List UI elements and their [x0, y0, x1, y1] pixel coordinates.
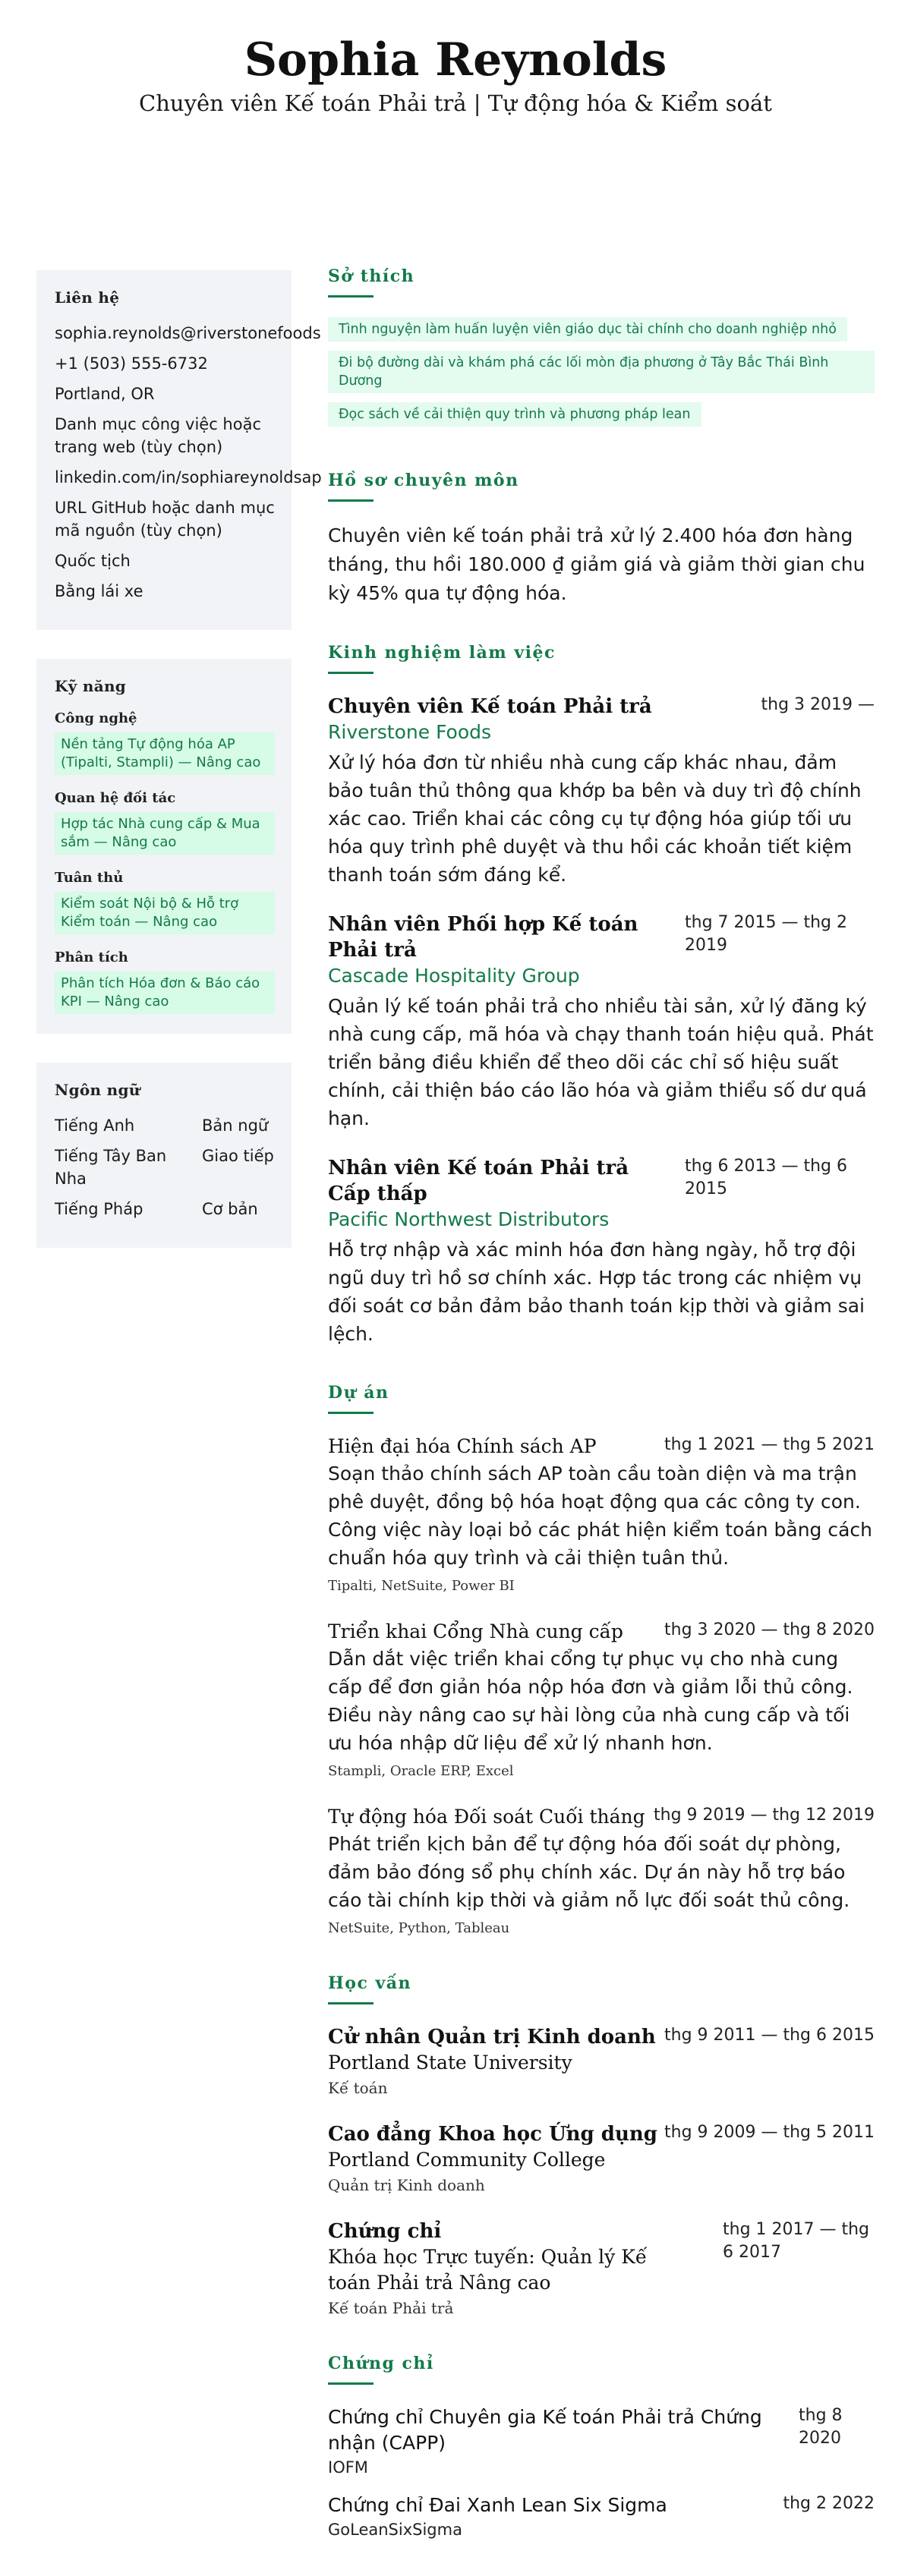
- contact-location: Portland, OR: [55, 385, 155, 403]
- language-level: Giao tiếp: [202, 1147, 274, 1165]
- profile-title: Hồ sơ chuyên môn: [328, 471, 519, 490]
- contact-email[interactable]: sophia.reynolds@riverstonefoods: [55, 324, 321, 342]
- certification-entry: [328, 2493, 875, 2541]
- contact-phone[interactable]: +1 (503) 555-6732: [55, 354, 208, 373]
- section-divider: [328, 499, 374, 502]
- skill-chip: Hợp tác Nhà cung cấp & Mua sắm — Nâng cao: [55, 812, 275, 855]
- projects-title: Dự án: [328, 1383, 389, 1403]
- project-title: Tự động hóa Đối soát Cuối tháng: [328, 1806, 645, 1828]
- interests-section: [328, 266, 875, 436]
- certification-date: thg 8 2020: [799, 2406, 843, 2448]
- candidate-name: Sophia Reynolds: [244, 33, 667, 87]
- certification-entry: [328, 2404, 875, 2479]
- project-description: Dẫn dắt việc triển khai cổng tự phục vụ cho nhà cung cấp để đơn giản hóa nộp hóa đơn và giảm lỗi thủ công. Điều này nâng cao sự hài lòng của nhà cung cấp và tối ưu hóa nhập dữ liệu để xử lý nhanh hơn.: [328, 1648, 853, 1754]
- profile-summary: Chuyên viên kế toán phải trả xử lý 2.400 hóa đơn hàng tháng, thu hồi 180.000 ₫ giảm giá và giảm thời gian chu kỳ 45% qua tự động hóa.: [328, 524, 865, 604]
- education-entry: [328, 2024, 875, 2099]
- school-name: Portland Community College: [328, 2149, 606, 2171]
- language-name: Tiếng Tây Ban Nha: [55, 1147, 167, 1188]
- job-company: Cascade Hospitality Group: [328, 965, 580, 987]
- certification-issuer: IOFM: [328, 2458, 368, 2477]
- skills-card: [36, 659, 292, 1034]
- skill-category: Quan hệ đối tác: [55, 790, 176, 806]
- degree-title: Cử nhân Quản trị Kinh doanh: [328, 2026, 656, 2049]
- job-company: Pacific Northwest Distributors: [328, 1208, 610, 1230]
- language-name: Tiếng Pháp: [55, 1200, 143, 1218]
- interest-chip: Đọc sách về cải thiện quy trình và phương pháp lean: [328, 402, 701, 427]
- profile-section: [328, 471, 875, 608]
- contact-nationality: Quốc tịch: [55, 552, 131, 570]
- skill-group: [55, 790, 275, 855]
- contact-title: Liên hệ: [55, 288, 120, 307]
- certification-title: Chứng chỉ Đai Xanh Lean Six Sigma: [328, 2494, 667, 2516]
- project-description: Soạn thảo chính sách AP toàn cầu toàn diện và ma trận phê duyệt, đồng bộ hóa hoạt động qua các công ty con. Công việc này loại bỏ các phát hiện kiểm toán bằng cách chuẩn hóa quy trình và cải thiện tuân thủ.: [328, 1463, 873, 1569]
- language-row: [55, 1198, 275, 1220]
- project-title: Hiện đại hóa Chính sách AP: [328, 1435, 597, 1457]
- skill-group: [55, 870, 275, 934]
- contact-github: URL GitHub hoặc danh mục mã nguồn (tùy chọn): [55, 499, 275, 540]
- experience-entry: [328, 694, 875, 889]
- project-date: thg 1 2021 — thg 5 2021: [664, 1435, 875, 1454]
- project-entry: [328, 1434, 875, 1596]
- experience-title: Kinh nghiệm làm việc: [328, 643, 556, 663]
- languages-title: Ngôn ngữ: [55, 1081, 140, 1099]
- main-content: [328, 266, 875, 2576]
- projects-section: [328, 1383, 875, 1938]
- contact-portfolio: Danh mục công việc hoặc trang web (tùy chọn): [55, 415, 262, 456]
- job-date: thg 6 2013 — thg 6 2015: [685, 1157, 848, 1198]
- certification-issuer: GoLeanSixSigma: [328, 2521, 462, 2539]
- school-name: Khóa học Trực tuyến: Quản lý Kế toán Phải trả Nâng cao: [328, 2246, 648, 2294]
- job-company: Riverstone Foods: [328, 721, 492, 743]
- job-date: thg 3 2019 —: [761, 695, 875, 714]
- skill-category: Phân tích: [55, 949, 128, 965]
- experience-section: [328, 643, 875, 1348]
- interest-chip: Đi bộ đường dài và khám phá các lối mòn địa phương ở Tây Bắc Thái Bình Dương: [328, 351, 875, 393]
- education-date: thg 1 2017 — thg 6 2017: [723, 2220, 870, 2262]
- language-name: Tiếng Anh: [55, 1116, 135, 1135]
- skills-title: Kỹ năng: [55, 677, 127, 695]
- language-row: [55, 1114, 275, 1137]
- degree-title: Cao đẳng Khoa học Ứng dụng: [328, 2123, 657, 2146]
- job-title: Nhân viên Kế toán Phải trả Cấp thấp: [328, 1157, 629, 1205]
- experience-entry: [328, 912, 875, 1132]
- job-title: Nhân viên Phối hợp Kế toán Phải trả: [328, 913, 638, 962]
- skill-group: [55, 710, 275, 775]
- skill-chip: Phân tích Hóa đơn & Báo cáo KPI — Nâng cao: [55, 972, 275, 1014]
- certifications-title: Chứng chỉ: [328, 2354, 434, 2373]
- study-field: Quản trị Kinh doanh: [328, 2176, 485, 2194]
- language-level: Bản ngữ: [202, 1116, 269, 1135]
- project-date: thg 3 2020 — thg 8 2020: [664, 1620, 875, 1639]
- interests-title: Sở thích: [328, 266, 415, 286]
- section-divider: [328, 1412, 374, 1414]
- language-level: Cơ bản: [202, 1200, 258, 1218]
- education-entry: [328, 2219, 875, 2319]
- project-tech: NetSuite, Python, Tableau: [328, 1920, 510, 1936]
- project-entry: [328, 1804, 875, 1938]
- contact-license: Bằng lái xe: [55, 582, 143, 600]
- resume-header: [0, 0, 911, 118]
- education-entry: [328, 2121, 875, 2196]
- section-divider: [328, 295, 374, 298]
- certifications-section: [328, 2354, 875, 2541]
- job-description: Xử lý hóa đơn từ nhiều nhà cung cấp khác nhau, đảm bảo tuân thủ thông qua khớp ba bên và duy trì độ chính xác cao. Triển khai các công cụ tự động hóa giúp tối ưu hóa quy trình phê duyệt và thu hồi các khoản tiết kiệm thanh toán sớm đáng kể.: [328, 751, 862, 886]
- contact-card: [36, 270, 322, 630]
- contact-linkedin[interactable]: linkedin.com/in/sophiareynoldsap: [55, 468, 322, 487]
- education-date: thg 9 2011 — thg 6 2015: [664, 2026, 875, 2045]
- job-title: Chuyên viên Kế toán Phải trả: [328, 695, 652, 718]
- sidebar: [36, 270, 322, 1277]
- education-title: Học vấn: [328, 1973, 412, 1993]
- project-entry: [328, 1619, 875, 1781]
- school-name: Portland State University: [328, 2052, 572, 2074]
- certification-title: Chứng chỉ Chuyên gia Kế toán Phải trả Chứng nhận (CAPP): [328, 2406, 762, 2454]
- interest-chip: Tình nguyện làm huấn luyện viên giáo dục tài chính cho doanh nghiệp nhỏ: [328, 317, 847, 342]
- job-description: Hỗ trợ nhập và xác minh hóa đơn hàng ngày, hỗ trợ đội ngũ duy trì hồ sơ chính xác. Hợp tác trong các nhiệm vụ đối soát cơ bản đảm bảo thanh toán kịp thời và giảm sai lệch.: [328, 1239, 865, 1345]
- skill-group: [55, 949, 275, 1014]
- candidate-headline: Chuyên viên Kế toán Phải trả | Tự động hóa & Kiểm soát: [139, 90, 772, 116]
- project-title: Triển khai Cổng Nhà cung cấp: [328, 1620, 623, 1642]
- project-tech: Tipalti, NetSuite, Power BI: [328, 1578, 515, 1594]
- project-tech: Stampli, Oracle ERP, Excel: [328, 1763, 514, 1779]
- skill-category: Tuân thủ: [55, 870, 124, 886]
- study-field: Kế toán Phải trả: [328, 2299, 454, 2317]
- section-divider: [328, 2382, 374, 2385]
- education-date: thg 9 2009 — thg 5 2011: [664, 2123, 875, 2142]
- experience-entry: [328, 1155, 875, 1348]
- skill-chip: Kiểm soát Nội bộ & Hỗ trợ Kiểm toán — Nâng cao: [55, 892, 275, 934]
- skill-chip: Nền tảng Tự động hóa AP (Tipalti, Stampli) — Nâng cao: [55, 732, 275, 775]
- education-section: [328, 1973, 875, 2319]
- study-field: Kế toán: [328, 2079, 388, 2097]
- skill-category: Công nghệ: [55, 710, 137, 726]
- languages-card: [36, 1063, 292, 1248]
- job-date: thg 7 2015 — thg 2 2019: [685, 913, 848, 955]
- job-description: Quản lý kế toán phải trả cho nhiều tài sản, xử lý đăng ký nhà cung cấp, mã hóa và chạy thanh toán hiệu quả. Phát triển bảng điều khiển để theo dõi các chỉ số hiệu suất chính, cải thiện báo cáo lão hóa và giảm thiểu số dư quá hạn.: [328, 995, 874, 1129]
- certification-date: thg 2 2022: [783, 2494, 875, 2513]
- project-date: thg 9 2019 — thg 12 2019: [654, 1806, 875, 1825]
- project-description: Phát triển kịch bản để tự động hóa đối soát dự phòng, đảm bảo đóng sổ phụ chính xác. Dự án này hỗ trợ báo cáo tài chính kịp thời và giảm nỗ lực đối soát thủ công.: [328, 1833, 850, 1911]
- section-divider: [328, 672, 374, 674]
- degree-title: Chứng chỉ: [328, 2220, 442, 2243]
- section-divider: [328, 2002, 374, 2004]
- language-row: [55, 1145, 275, 1190]
